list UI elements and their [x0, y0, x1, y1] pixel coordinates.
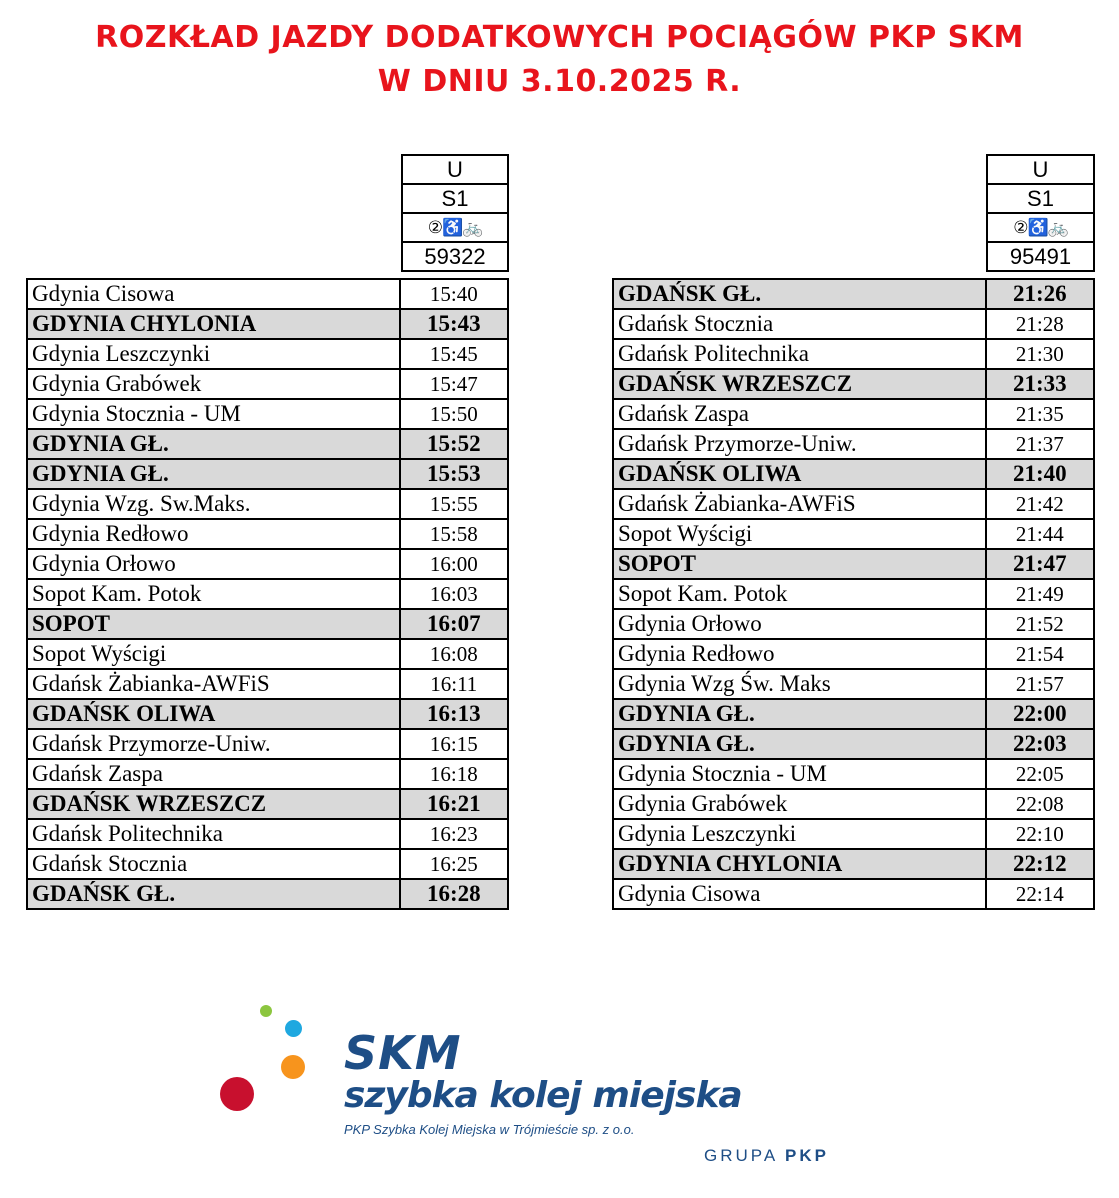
- departure-time: 21:49: [986, 579, 1094, 609]
- station-name: Gdańsk Przymorze-Uniw.: [613, 429, 986, 459]
- departure-time: 21:35: [986, 399, 1094, 429]
- table-row: [27, 279, 508, 309]
- station-name: Gdańsk Zaspa: [613, 399, 986, 429]
- skm-logo: [220, 1000, 860, 1170]
- station-name: Gdańsk Żabianka-AWFiS: [27, 669, 400, 699]
- departure-time: 22:05: [986, 759, 1094, 789]
- departure-time: 15:47: [400, 369, 508, 399]
- station-name: Gdynia Cisowa: [27, 279, 400, 309]
- table-row: [613, 399, 1094, 429]
- station-name: Gdynia Orłowo: [27, 549, 400, 579]
- table-row: [613, 699, 1094, 729]
- table-row: [27, 759, 508, 789]
- train-number: 95491: [987, 242, 1094, 271]
- table-row: [27, 519, 508, 549]
- station-name: GDAŃSK GŁ.: [613, 279, 986, 309]
- station-name: Gdańsk Stocznia: [27, 849, 400, 879]
- departure-time: 16:08: [400, 639, 508, 669]
- departure-time: 15:43: [400, 309, 508, 339]
- departure-time: 21:54: [986, 639, 1094, 669]
- departure-time: 16:11: [400, 669, 508, 699]
- departure-time: 15:55: [400, 489, 508, 519]
- right-timetable: [612, 278, 1095, 910]
- table-row: [613, 309, 1094, 339]
- station-name: Gdynia Grabówek: [27, 369, 400, 399]
- departure-time: 15:50: [400, 399, 508, 429]
- table-row: [613, 849, 1094, 879]
- table-row: [613, 759, 1094, 789]
- departure-time: 16:21: [400, 789, 508, 819]
- table-row: [27, 879, 508, 909]
- station-name: SOPOT: [613, 549, 986, 579]
- table-row: [613, 879, 1094, 909]
- table-row: [613, 789, 1094, 819]
- table-row: [27, 549, 508, 579]
- departure-time: 21:30: [986, 339, 1094, 369]
- departure-time: 16:15: [400, 729, 508, 759]
- train-symbols-icon: ②♿🚲: [402, 213, 508, 242]
- station-name: Gdańsk Zaspa: [27, 759, 400, 789]
- table-row: [613, 729, 1094, 759]
- station-name: Gdynia Grabówek: [613, 789, 986, 819]
- station-name: GDYNIA GŁ.: [613, 699, 986, 729]
- station-name: GDAŃSK OLIWA: [27, 699, 400, 729]
- table-row: [613, 639, 1094, 669]
- station-name: Gdańsk Stocznia: [613, 309, 986, 339]
- station-name: GDAŃSK GŁ.: [27, 879, 400, 909]
- station-name: Sopot Wyścigi: [27, 639, 400, 669]
- station-name: GDYNIA GŁ.: [613, 729, 986, 759]
- table-row: [613, 279, 1094, 309]
- departure-time: 22:10: [986, 819, 1094, 849]
- departure-time: 21:28: [986, 309, 1094, 339]
- table-row: [613, 339, 1094, 369]
- station-name: GDAŃSK OLIWA: [613, 459, 986, 489]
- table-row: [27, 819, 508, 849]
- departure-time: 21:57: [986, 669, 1094, 699]
- station-name: Gdańsk Przymorze-Uniw.: [27, 729, 400, 759]
- departure-time: 22:03: [986, 729, 1094, 759]
- station-name: SOPOT: [27, 609, 400, 639]
- table-row: [613, 549, 1094, 579]
- station-name: GDYNIA GŁ.: [27, 429, 400, 459]
- station-name: Gdynia Stocznia - UM: [27, 399, 400, 429]
- station-name: Gdynia Leszczynki: [613, 819, 986, 849]
- departure-time: 15:58: [400, 519, 508, 549]
- logo-company-name: PKP Szybka Kolej Miejska w Trójmieście sp. z o.o.: [344, 1122, 635, 1137]
- station-name: Gdynia Wzg. Sw.Maks.: [27, 489, 400, 519]
- station-name: Gdynia Stocznia - UM: [613, 759, 986, 789]
- table-row: [27, 369, 508, 399]
- departure-time: 15:45: [400, 339, 508, 369]
- station-name: Gdynia Redłowo: [613, 639, 986, 669]
- station-name: Gdynia Cisowa: [613, 879, 986, 909]
- departure-time: 16:00: [400, 549, 508, 579]
- table-row: [613, 519, 1094, 549]
- departure-time: 21:44: [986, 519, 1094, 549]
- departure-time: 21:26: [986, 279, 1094, 309]
- table-row: [27, 429, 508, 459]
- station-name: Sopot Kam. Potok: [27, 579, 400, 609]
- table-row: [27, 579, 508, 609]
- departure-time: 21:40: [986, 459, 1094, 489]
- departure-time: 16:13: [400, 699, 508, 729]
- departure-time: 21:42: [986, 489, 1094, 519]
- departure-time: 21:52: [986, 609, 1094, 639]
- table-row: [27, 639, 508, 669]
- station-name: GDYNIA GŁ.: [27, 459, 400, 489]
- departure-time: 15:40: [400, 279, 508, 309]
- departure-time: 15:52: [400, 429, 508, 459]
- station-name: GDAŃSK WRZESZCZ: [27, 789, 400, 819]
- table-row: [613, 489, 1094, 519]
- page-title: ROZKŁAD JAZDY DODATKOWYCH POCIĄGÓW PKP SKM: [95, 20, 1024, 55]
- station-name: GDAŃSK WRZESZCZ: [613, 369, 986, 399]
- station-name: Sopot Wyścigi: [613, 519, 986, 549]
- station-name: Gdańsk Żabianka-AWFiS: [613, 489, 986, 519]
- train-category: U: [987, 155, 1094, 184]
- logo-full-name: szybka kolej miejska: [344, 1075, 742, 1116]
- table-row: [27, 669, 508, 699]
- right-train-header: [986, 154, 1095, 272]
- table-row: [613, 459, 1094, 489]
- station-name: GDYNIA CHYLONIA: [613, 849, 986, 879]
- station-name: Sopot Kam. Potok: [613, 579, 986, 609]
- left-train-header: [401, 154, 509, 272]
- station-name: Gdynia Wzg Św. Maks: [613, 669, 986, 699]
- departure-time: 22:14: [986, 879, 1094, 909]
- logo-group-prefix: GRUPA: [704, 1146, 778, 1165]
- station-name: Gdynia Leszczynki: [27, 339, 400, 369]
- train-symbols-icon: ②♿🚲: [987, 213, 1094, 242]
- departure-time: 22:12: [986, 849, 1094, 879]
- table-row: [613, 429, 1094, 459]
- departure-time: 16:07: [400, 609, 508, 639]
- table-row: [27, 609, 508, 639]
- page-subtitle-date: W DNIU 3.10.2025 R.: [377, 64, 742, 99]
- departure-time: 21:37: [986, 429, 1094, 459]
- table-row: [613, 669, 1094, 699]
- departure-time: 16:03: [400, 579, 508, 609]
- table-row: [27, 339, 508, 369]
- departure-time: 16:18: [400, 759, 508, 789]
- station-name: Gdynia Orłowo: [613, 609, 986, 639]
- train-number: 59322: [402, 242, 508, 271]
- logo-group: [704, 1146, 829, 1166]
- table-row: [27, 399, 508, 429]
- table-row: [27, 789, 508, 819]
- departure-time: 21:33: [986, 369, 1094, 399]
- table-row: [27, 309, 508, 339]
- table-row: [27, 489, 508, 519]
- logo-dot-green: [260, 1005, 272, 1017]
- departure-time: 16:28: [400, 879, 508, 909]
- train-line: S1: [402, 184, 508, 213]
- logo-dot-orange: [281, 1055, 305, 1079]
- departure-time: 15:53: [400, 459, 508, 489]
- station-name: GDYNIA CHYLONIA: [27, 309, 400, 339]
- departure-time: 16:25: [400, 849, 508, 879]
- table-row: [613, 609, 1094, 639]
- table-row: [27, 699, 508, 729]
- station-name: Gdańsk Politechnika: [27, 819, 400, 849]
- left-timetable: [26, 278, 509, 910]
- table-row: [613, 369, 1094, 399]
- table-row: [27, 459, 508, 489]
- table-row: [27, 849, 508, 879]
- departure-time: 21:47: [986, 549, 1094, 579]
- departure-time: 22:00: [986, 699, 1094, 729]
- table-row: [27, 729, 508, 759]
- train-line: S1: [987, 184, 1094, 213]
- logo-dot-blue: [285, 1020, 302, 1037]
- station-name: Gdańsk Politechnika: [613, 339, 986, 369]
- departure-time: 22:08: [986, 789, 1094, 819]
- station-name: Gdynia Redłowo: [27, 519, 400, 549]
- logo-group-brand: PKP: [785, 1146, 829, 1165]
- table-row: [613, 819, 1094, 849]
- train-category: U: [402, 155, 508, 184]
- table-row: [613, 579, 1094, 609]
- departure-time: 16:23: [400, 819, 508, 849]
- logo-dot-red: [220, 1077, 254, 1111]
- logo-skm-text: SKM: [344, 1026, 462, 1080]
